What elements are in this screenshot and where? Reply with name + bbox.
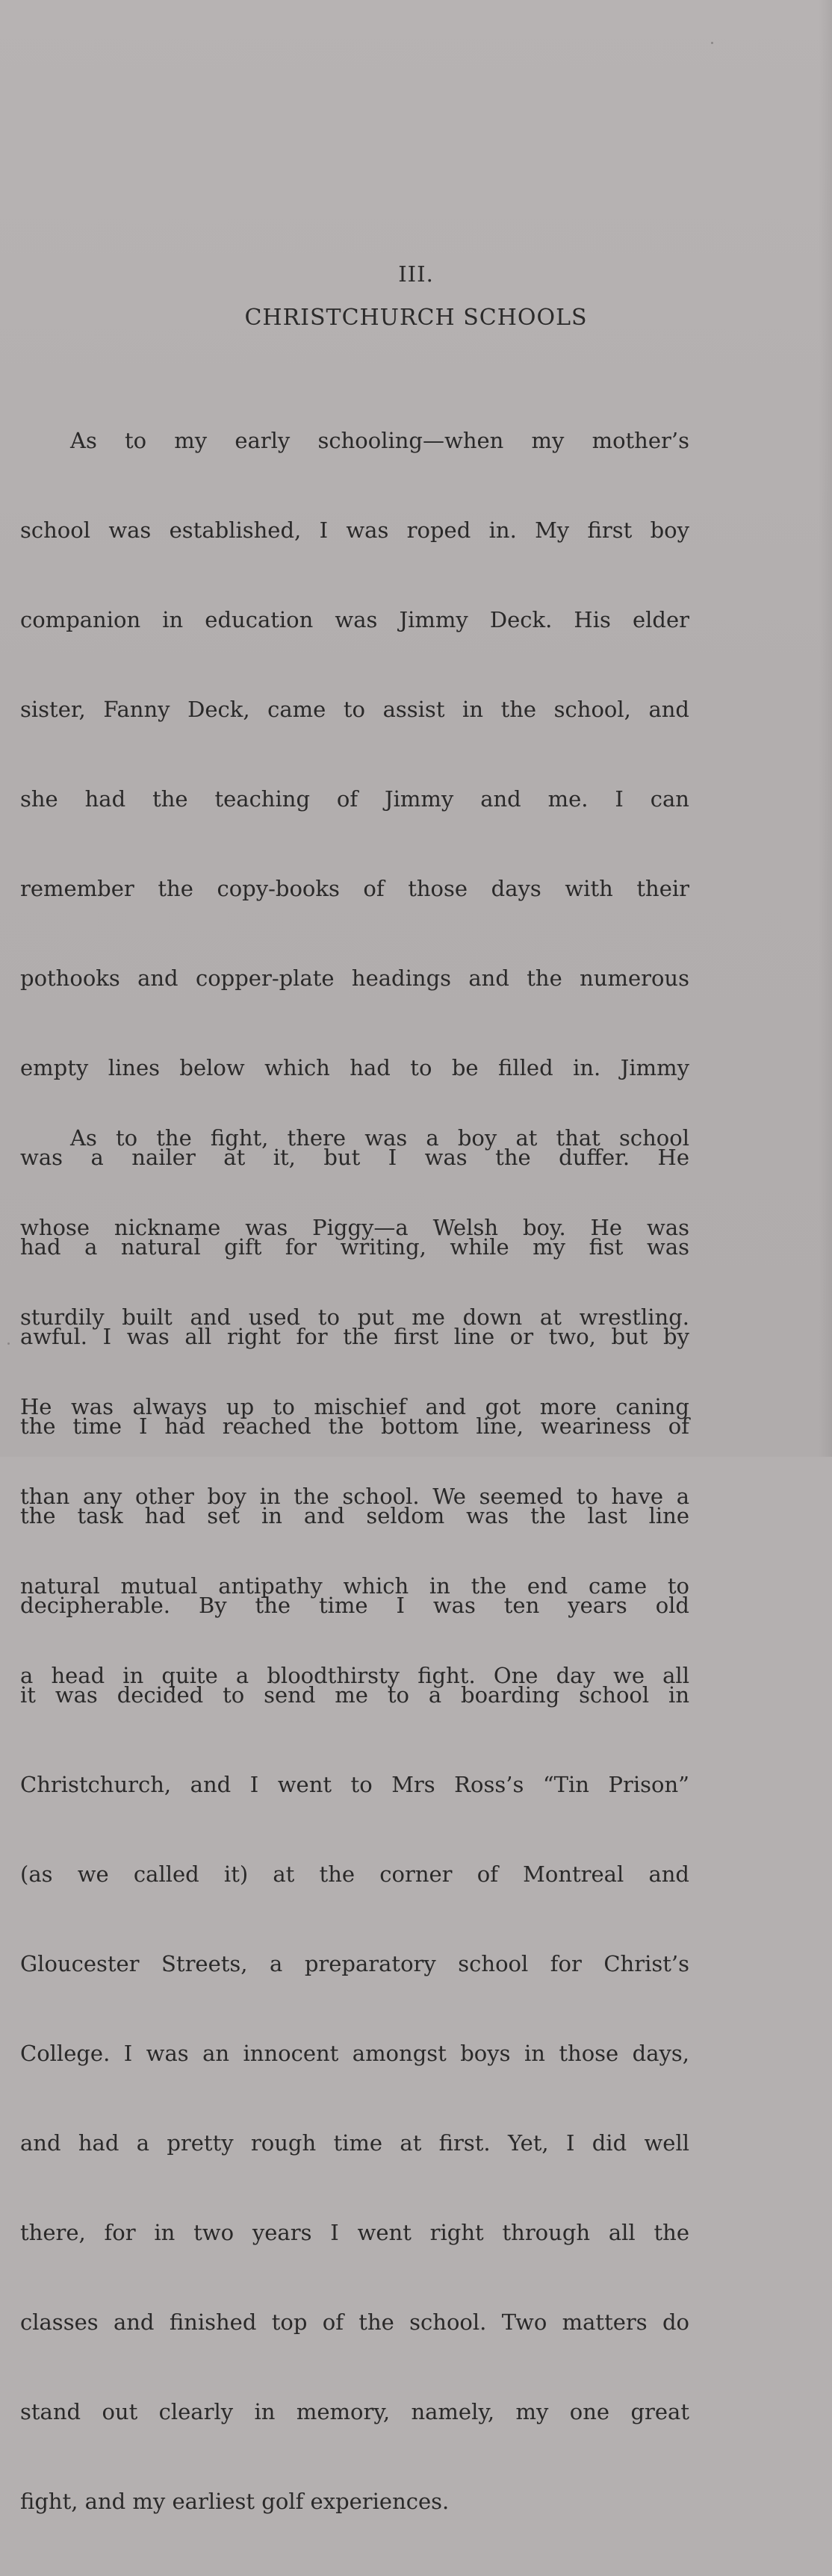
text-line: whose nickname was Piggy—a Welsh boy. He was bbox=[20, 1215, 689, 1240]
text-line: stand out clearly in memory, namely, my one great bbox=[20, 2399, 689, 2424]
text-line: there, for in two years I went right through all the bbox=[20, 2220, 689, 2245]
text-line: and had a pretty rough time at first. Yet, I did well bbox=[20, 2130, 689, 2156]
text-line: the task had set in and seldom was the last line bbox=[20, 1503, 689, 1528]
text-line: was a nailer at it, but I was the duffer. He bbox=[20, 1145, 689, 1170]
text-line: than any other boy in the school. We seemed to have a bbox=[20, 1484, 689, 1509]
paragraph-fight bbox=[20, 1063, 689, 1750]
text-line: she had the teaching of Jimmy and me. I can bbox=[20, 786, 689, 812]
text-line: Gloucester Streets, a preparatory school for Christ’s bbox=[20, 1951, 689, 1976]
text-line: Christchurch, and I went to Mrs Ross’s “Tin Prison” bbox=[20, 1772, 689, 1797]
paper-speck bbox=[711, 42, 713, 44]
text-line: the time I had reached the bottom line, weariness of bbox=[20, 1413, 689, 1439]
text-line: it was decided to send me to a boarding school in bbox=[20, 1682, 689, 1708]
text-line: decipherable. By the time I was ten years old bbox=[20, 1593, 689, 1618]
text-line: companion in education was Jimmy Deck. His elder bbox=[20, 607, 689, 632]
text-line: (as we called it) at the corner of Montreal and bbox=[20, 1861, 689, 1887]
page-edge-shadow bbox=[819, 0, 832, 1457]
chapter-title: CHRISTCHURCH SCHOOLS bbox=[244, 305, 588, 331]
text-line: had a natural gift for writing, while my fist was bbox=[20, 1234, 689, 1260]
text-line: school was established, I was roped in. My first boy bbox=[20, 517, 689, 543]
text-line: sturdily built and used to put me down at wrestling. bbox=[20, 1304, 689, 1330]
text-line: empty lines below which had to be filled in. Jimmy bbox=[20, 1055, 689, 1080]
text-line: fight, and my earliest golf experiences. bbox=[20, 2489, 450, 2514]
text-line: pothooks and copper-plate headings and the numerous bbox=[20, 965, 689, 991]
text-line: classes and finished top of the school. Two matters do bbox=[20, 2309, 689, 2335]
text-line: a head in quite a bloodthirsty fight. One day we all bbox=[20, 1663, 689, 1688]
text-line: He was always up to mischief and got more caning bbox=[20, 1394, 689, 1419]
text-line: sister, Fanny Deck, came to assist in the school, and bbox=[20, 697, 689, 722]
text-line: remember the copy-books of those days with their bbox=[20, 876, 689, 901]
text-line: awful. I was all right for the first line or two, but by bbox=[20, 1324, 689, 1349]
text-line: natural mutual antipathy which in the end came to bbox=[20, 1573, 689, 1599]
paper-speck bbox=[7, 1343, 10, 1345]
text-line: As to the fight, there was a boy at that school bbox=[70, 1125, 689, 1151]
chapter-number: III. bbox=[398, 261, 434, 287]
text-line: College. I was an innocent amongst boys in those days, bbox=[20, 2041, 689, 2066]
text-line: As to my early schooling—when my mother’s bbox=[70, 428, 689, 453]
